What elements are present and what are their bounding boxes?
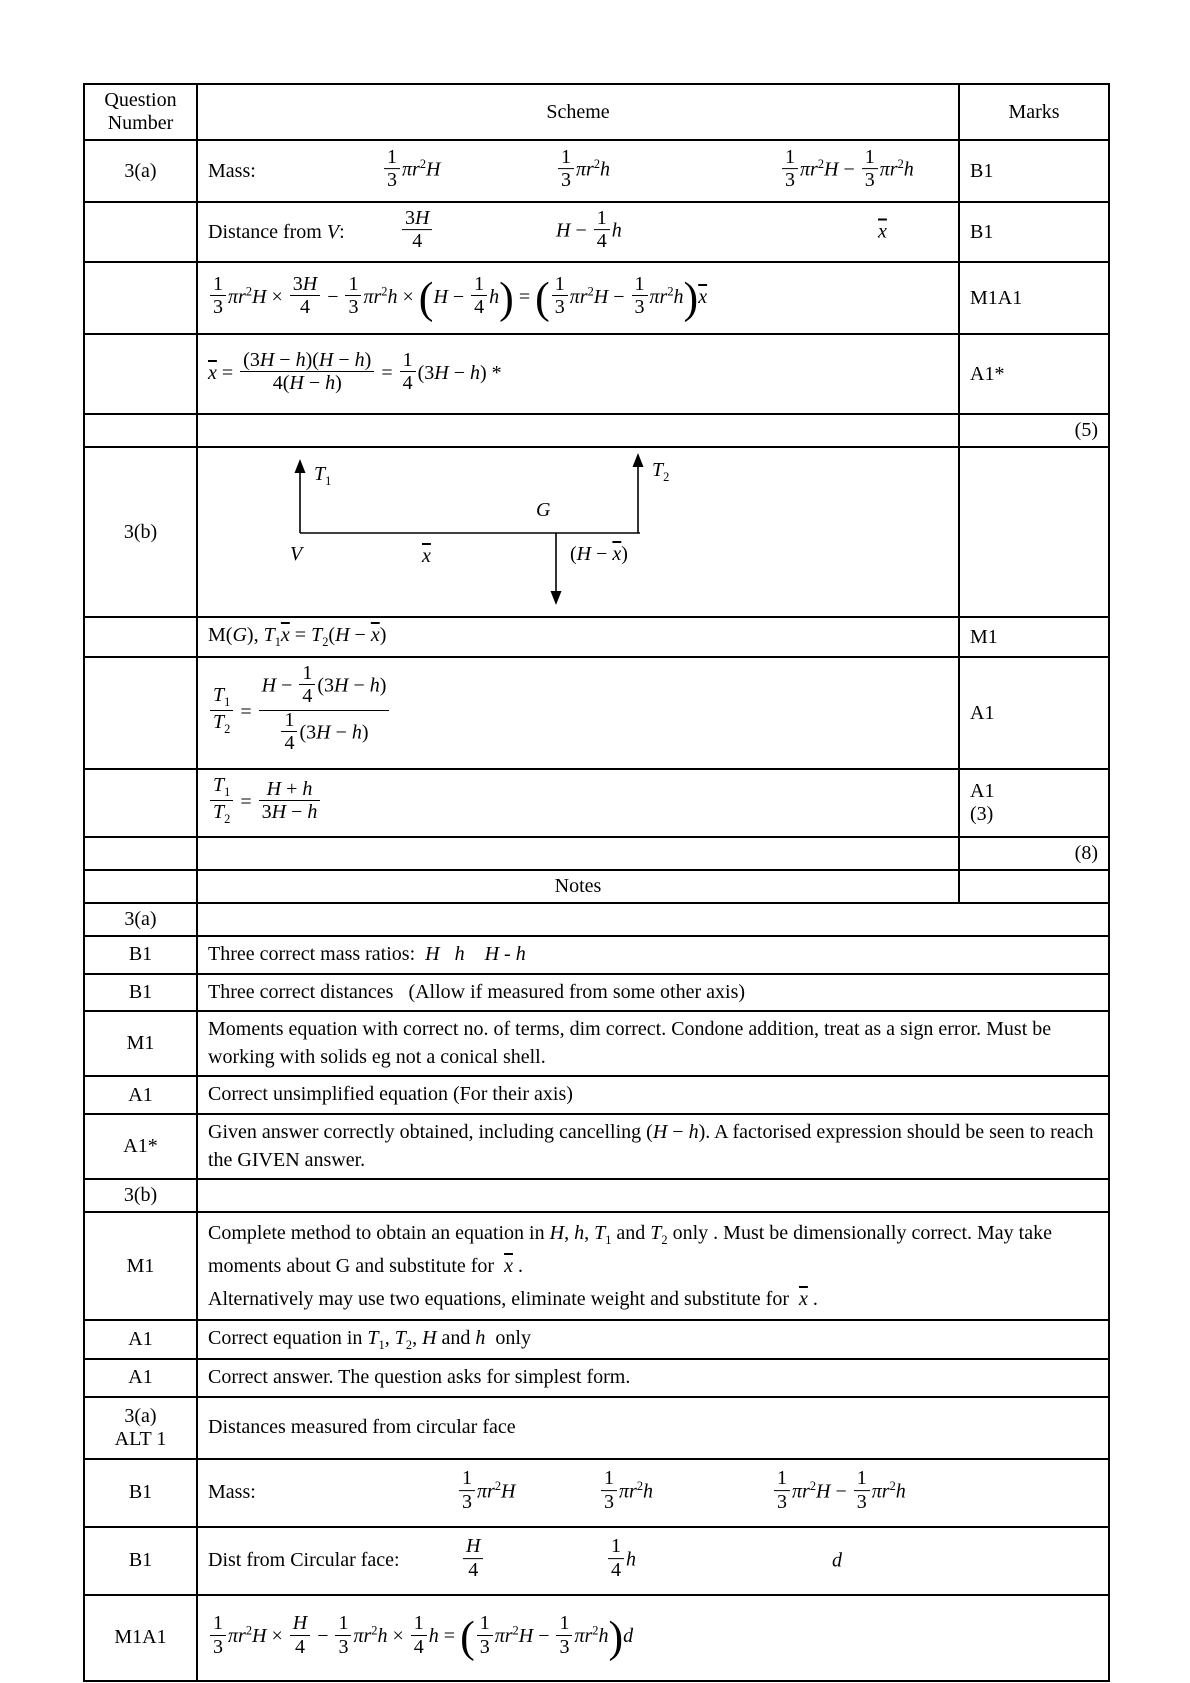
mark-b1-distance: B1 [959, 202, 1109, 262]
alt-dist-item2: $\frac{1}{4}$ h [606, 1538, 636, 1584]
moments-g-cell [197, 617, 959, 657]
note-label-a1star: A1* [84, 1114, 197, 1179]
notes-header-row [84, 870, 1109, 903]
note-text-m1-method: Complete method to obtain an equation in H, h, $T_1$ and $T_2$ only . Must be dimensionally correct. May take moments about G and substitute for $\overline{x}$ . Alternatively may use two equations, eliminate weight and substitute for $\overline{x}$ . [197, 1212, 1109, 1320]
note-text-b1-ratios: Three correct mass ratios: H h H - h [197, 936, 1109, 974]
diagram-lines [288, 453, 888, 611]
note-row-b1-distances [84, 974, 1109, 1012]
alt-dist-item3: d [832, 1549, 842, 1572]
forces-diagram [288, 453, 888, 611]
question-number-header: Question Number [84, 84, 197, 140]
t1-arrowhead [295, 459, 306, 473]
alt-mass-item3: $\frac{1}{3}$ $\pi r^2H$ − $\frac{1}{3}$ $\pi r^2h$ [772, 1470, 906, 1516]
question-cell-empty [84, 617, 197, 657]
subtotal-b-row [84, 837, 1109, 870]
t1-label: $T_1$ [314, 463, 332, 488]
note-label-3a: 3(a) [84, 903, 197, 936]
result-eq-row [84, 334, 1109, 414]
scheme-cell-empty [197, 837, 959, 870]
note-row-m1-moments [84, 1011, 1109, 1076]
alt-moments-equation: $\frac{1}{3}$ $\pi r^2H$ × $\frac{H}{4}$ − $\frac{1}{3}$ $\pi r^2h$ × $\frac{1}{4}$ h = ( $\frac{1}{3}$ $\pi r^2H$ − $\frac{1}{3}$ $\pi r^2h)d$ [208, 1625, 633, 1647]
alt-mass-item2: $\frac{1}{3}$ $\pi r^2h$ [599, 1470, 653, 1516]
note-row-3a [84, 903, 1109, 936]
subtotal-a: (5) [959, 414, 1109, 447]
note-row-m1-method [84, 1212, 1109, 1320]
note-row-a1-equation [84, 1320, 1109, 1359]
question-cell-empty [84, 202, 197, 262]
question-label-3a: 3(a) [84, 140, 197, 202]
ratio2-cell [197, 769, 959, 837]
mark-3-count: (3) [970, 803, 994, 825]
ratio1-cell [197, 657, 959, 769]
note-row-a1-answer [84, 1359, 1109, 1397]
note-label-m1b: M1 [84, 1212, 197, 1320]
moments-g-equation: M(G), $T_1\overline{x} = T_2(H - \overline{x})$ [208, 624, 387, 649]
diagram-row [84, 447, 1109, 617]
note-label-3b: 3(b) [84, 1179, 197, 1212]
distance-item1: $\frac{3H}{4}$ [400, 209, 434, 255]
xbar-label: $\overline{x}$ [422, 545, 431, 567]
note-text-m1-moments: Moments equation with correct no. of terms, dim correct. Condone addition, treat as a sign error. Must be working with solids eg not a conical shell. [197, 1011, 1109, 1076]
result-eq-cell [197, 334, 959, 414]
note-label-a1: A1 [84, 1076, 197, 1114]
alt-mark-b1-dist: B1 [84, 1527, 197, 1595]
alt-mass-label: Mass: [208, 1481, 256, 1504]
alt-mark-m1a1: M1A1 [84, 1595, 197, 1681]
note-row-a1-unsimplified [84, 1076, 1109, 1114]
t2-label: $T_2$ [652, 459, 670, 484]
mark-b1-mass: B1 [959, 140, 1109, 202]
mark-a1-ratio2 [959, 769, 1109, 837]
note-label-m1: M1 [84, 1011, 197, 1076]
mark-a1star-result: A1* [959, 334, 1109, 414]
note-text-a1-answer: Correct answer. The question asks for simplest form. [197, 1359, 1109, 1397]
alt-mark-b1-mass: B1 [84, 1459, 197, 1527]
alt-moments-cell [197, 1595, 1109, 1681]
alt-header-row [84, 1397, 1109, 1459]
h-minus-xbar-label: $(H - \overline{x})$ [570, 543, 628, 565]
question-cell-empty [84, 837, 197, 870]
note-row-b1-ratios [84, 936, 1109, 974]
note-text-a1-equation: Correct equation in $T_1$, $T_2$, H and h only [197, 1320, 1109, 1359]
scheme-header: Scheme [197, 84, 959, 140]
note-text-a1-unsimplified: Correct unsimplified equation (For their axis) [197, 1076, 1109, 1114]
result-equation: $\overline{x}$ = $\frac{(3H - h)(H - h)}{4(H - h)}$ = $\frac{1}{4}$ (3H − h) * [208, 348, 502, 395]
notes-title: Notes [197, 870, 959, 903]
alt-moments-row [84, 1595, 1109, 1681]
subtotal-b: (8) [959, 837, 1109, 870]
mass-row [84, 140, 1109, 202]
alt-dist-label: Dist from Circular face: [208, 1549, 400, 1572]
question-cell-empty [84, 870, 197, 903]
mass-cone-small: $\frac{1}{3}$ $\pi r^2h$ [556, 148, 610, 194]
moments-equation: $\frac{1}{3}$ $\pi r^2H$ × $\frac{3H}{4}$ − $\frac{1}{3}$ $\pi r^2h \times (H$ − $\frac{1}{4}$ h) = ( $\frac{1}{3}$ $\pi r^2H$ − $\frac{1}{3}$ $\pi r^2h)\overline{x}$ [208, 286, 707, 308]
ratio1-row [84, 657, 1109, 769]
question-cell-empty [84, 414, 197, 447]
alt-dist-cell [197, 1527, 1109, 1595]
question-cell-empty [84, 769, 197, 837]
distance-row [84, 202, 1109, 262]
subtotal-a-row [84, 414, 1109, 447]
distance-item3: $\overline{x}$ [878, 220, 887, 243]
diagram-cell [197, 447, 959, 617]
alt-question-label: 3(a) ALT 1 [84, 1397, 197, 1459]
mark-scheme-table [83, 83, 1110, 1682]
note-row-a1star [84, 1114, 1109, 1179]
g-label: G [536, 499, 551, 521]
distance-scheme-cell [197, 202, 959, 262]
moments-g-row [84, 617, 1109, 657]
note-label-b1: B1 [84, 936, 197, 974]
note-text-3a [197, 903, 1109, 936]
distance-label: Distance from V: [208, 220, 345, 243]
question-label-3b: 3(b) [84, 447, 197, 617]
note-label-a1b2: A1 [84, 1359, 197, 1397]
mark-a1-ratio1: A1 [959, 657, 1109, 769]
mark-a1-label: A1 [970, 780, 995, 802]
note-text-3b [197, 1179, 1109, 1212]
moments-eq-cell [197, 262, 959, 334]
question-cell-empty [84, 334, 197, 414]
note-row-3b [84, 1179, 1109, 1212]
t2-arrowhead [633, 453, 644, 467]
mark-cell-empty [959, 870, 1109, 903]
note-text-b1-distances: Three correct distances (Allow if measured from some other axis) [197, 974, 1109, 1012]
mark-cell-empty [959, 447, 1109, 617]
alt-dist-row [84, 1527, 1109, 1595]
note-label-b1: B1 [84, 974, 197, 1012]
ratio1-equation: $\frac{T_1}{T_2}$ = H − $\frac{1}{4}$ (3H − h) $\frac{1}{4}$ (3H − h) [208, 701, 391, 723]
mark-m1a1-moments: M1A1 [959, 262, 1109, 334]
header-row [84, 84, 1109, 140]
mass-frustum: $\frac{1}{3}$ $\pi r^2H$ − $\frac{1}{3}$ $\pi r^2h$ [780, 148, 914, 194]
v-label: V [290, 543, 303, 565]
mark-m1-momentsg: M1 [959, 617, 1109, 657]
alt-mass-item1: $\frac{1}{3}$ $\pi r^2H$ [457, 1470, 515, 1516]
ratio2-equation: $\frac{T_1}{T_2}$ = $\frac{H + h}{3H - h}$ [208, 791, 322, 813]
scheme-cell-empty [197, 414, 959, 447]
moments-eq-row [84, 262, 1109, 334]
marks-header: Marks [959, 84, 1109, 140]
question-cell-empty [84, 262, 197, 334]
mass-label: Mass: [208, 159, 256, 182]
note-text-a1star: Given answer correctly obtained, including cancelling (H − h). A factorised expression should be seen to reach the GIVEN answer. [197, 1114, 1109, 1179]
alt-mass-cell [197, 1459, 1109, 1527]
alt-mass-row [84, 1459, 1109, 1527]
note-label-a1b1: A1 [84, 1320, 197, 1359]
question-cell-empty [84, 657, 197, 769]
mass-scheme-cell [197, 140, 959, 202]
alt-dist-item1: $\frac{H}{4}$ [461, 1538, 485, 1584]
ratio2-row [84, 769, 1109, 837]
alt-title: Distances measured from circular face [197, 1397, 1109, 1459]
distance-item2: H − $\frac{1}{4}$ h [556, 206, 622, 253]
mass-cone-large: $\frac{1}{3}$ $\pi r^2H$ [382, 148, 440, 194]
weight-arrowhead [551, 591, 562, 605]
